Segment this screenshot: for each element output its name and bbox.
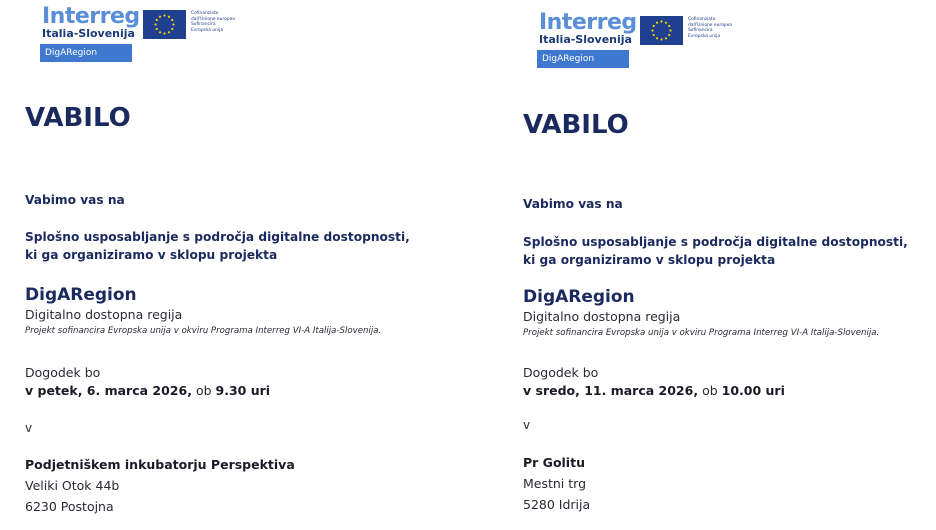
eu-cofinancing-text: [191, 11, 261, 33]
project-name: DigARegion: [523, 287, 635, 307]
training-description: [25, 228, 410, 264]
eu-text-line: Cofinanziato: [688, 17, 716, 22]
project-block: [25, 284, 381, 338]
eu-star-icon: [154, 23, 156, 25]
eu-star-icon: [668, 25, 670, 27]
description-line: Splošno usposabljanje s področja digitalne dostopnosti,: [523, 235, 908, 249]
invitation-title: VABILO: [523, 110, 629, 140]
eu-star-icon: [156, 19, 158, 21]
eu-flag-icon: [640, 16, 683, 45]
eu-star-icon: [660, 38, 662, 40]
logo-wordmark: Interreg: [42, 4, 140, 29]
eu-text-line: dall'Unione europea: [191, 16, 235, 22]
eu-star-icon: [159, 16, 161, 18]
eu-star-icon: [665, 37, 667, 39]
event-at: ob: [195, 383, 212, 398]
event-info: [523, 364, 785, 400]
eu-star-icon: [653, 34, 655, 36]
eu-star-icon: [156, 28, 158, 30]
eu-star-icon: [171, 28, 173, 30]
eu-flag-icon: [143, 10, 186, 39]
project-subtitle: Digitalno dostopna regija: [25, 307, 183, 322]
project-funding-note: Projekt sofinancira Evropska unija v okviru Programa Interreg VI-A Italija-Slovenija.: [25, 326, 382, 336]
venue-name: Podjetniškem inkubatorju Perspektiva: [25, 457, 295, 472]
event-intro: Dogodek bo: [523, 365, 599, 380]
invitation-title: VABILO: [25, 103, 131, 133]
project-block: [523, 286, 879, 340]
invitation-lead: Vabimo vas na: [523, 197, 623, 211]
logo-tag: DigARegion: [40, 44, 132, 62]
project-funding-note: Projekt sofinancira Evropska unija v okviru Programa Interreg VI-A Italija-Slovenija.: [523, 328, 880, 338]
venue-street: Mestni trg: [523, 476, 587, 491]
eu-star-icon: [172, 23, 174, 25]
invitation-lead: Vabimo vas na: [25, 193, 125, 207]
event-intro: Dogodek bo: [25, 365, 101, 380]
eu-star-icon: [653, 25, 655, 27]
description-line: ki ga organiziramo v sklopu projekta: [25, 248, 278, 262]
eu-star-icon: [665, 22, 667, 24]
event-date: v petek, 6. marca 2026,: [25, 383, 192, 398]
eu-star-icon: [651, 29, 653, 31]
eu-text-line: Evropska unija: [688, 33, 721, 39]
location-preposition: v: [25, 421, 33, 435]
event-datetime: [523, 382, 785, 400]
eu-star-icon: [168, 31, 170, 33]
logo-subtitle: Italia-Slovenija: [539, 33, 632, 46]
logo-tag: DigARegion: [537, 50, 629, 68]
eu-text-line: Sofinancira: [688, 28, 713, 34]
project-name: DigARegion: [25, 285, 137, 305]
event-info: [25, 364, 270, 400]
event-time: 10.00 uri: [721, 383, 785, 398]
eu-text-line: Cofinanziato: [191, 11, 219, 16]
venue-city: 5280 Idrija: [523, 497, 591, 512]
venue-address: [25, 454, 295, 517]
eu-text-line: Evropska unija: [191, 27, 224, 33]
project-subtitle: Digitalno dostopna regija: [523, 309, 681, 324]
event-datetime: [25, 382, 270, 400]
location-preposition: v: [523, 418, 531, 432]
eu-text-line: Sofinancira: [191, 22, 216, 28]
venue-street: Veliki Otok 44b: [25, 478, 120, 493]
description-line: ki ga organiziramo v sklopu projekta: [523, 253, 776, 267]
venue-address: [523, 452, 590, 515]
event-at: ob: [702, 383, 718, 398]
eu-cofinancing-text: [688, 17, 758, 39]
event-date: v sredo, 11. marca 2026,: [523, 383, 699, 398]
logo-wordmark: Interreg: [539, 10, 637, 35]
eu-star-icon: [660, 20, 662, 22]
event-time: 9.30 uri: [215, 383, 271, 398]
invitation-right: [498, 0, 918, 530]
eu-star-icon: [656, 22, 658, 24]
eu-star-icon: [669, 29, 671, 31]
logo-subtitle: Italia-Slovenija: [42, 27, 135, 40]
invitation-left: [0, 0, 420, 530]
eu-star-icon: [159, 31, 161, 33]
training-description: [523, 233, 908, 269]
eu-star-icon: [168, 16, 170, 18]
venue-city: 6230 Postojna: [25, 499, 114, 514]
eu-star-icon: [163, 14, 165, 16]
eu-star-icon: [668, 34, 670, 36]
eu-star-icon: [163, 32, 165, 34]
description-line: Splošno usposabljanje s področja digitalne dostopnosti,: [25, 230, 410, 244]
eu-text-line: dall'Unione europea: [688, 22, 732, 28]
venue-name: Pr Golitu: [523, 455, 585, 470]
eu-star-icon: [171, 19, 173, 21]
eu-star-icon: [656, 37, 658, 39]
